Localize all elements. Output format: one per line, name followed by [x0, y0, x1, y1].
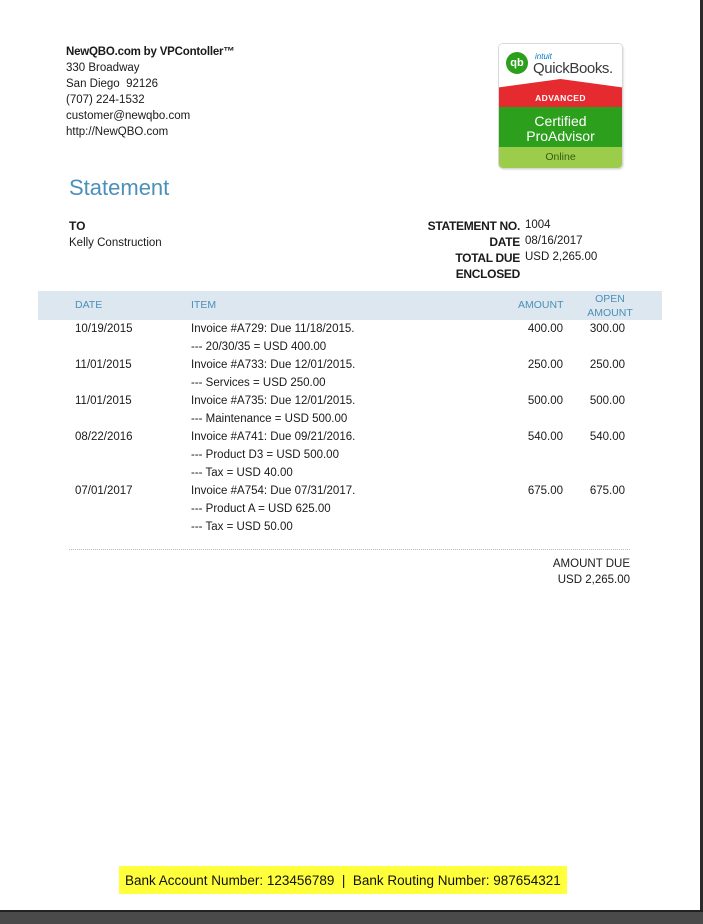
row-item-detail: --- Maintenance = USD 500.00 [191, 413, 348, 425]
customer-name: Kelly Construction [69, 237, 162, 249]
bank-info-highlight: Bank Account Number: 123456789 | Bank Routing Number: 987654321 [119, 866, 567, 894]
row-amount: 675.00 [527, 485, 563, 497]
row-amount: 400.00 [527, 323, 563, 335]
row-open-amount: 675.00 [589, 485, 625, 497]
quickbooks-logo-icon: qb [506, 52, 528, 74]
row-date: 10/19/2015 [75, 323, 133, 335]
badge-brand-text: QuickBooks. [533, 60, 613, 77]
row-item-title: Invoice #A741: Due 09/21/2016. [191, 431, 356, 443]
company-info [66, 44, 235, 140]
row-date: 11/01/2015 [75, 359, 132, 371]
row-item-title: Invoice #A754: Due 07/31/2017. [191, 485, 356, 497]
company-address-line1: 330 Broadway [66, 62, 140, 74]
company-website: http://NewQBO.com [66, 126, 169, 138]
company-address-line2: San Diego 92126 [66, 78, 159, 90]
badge-tier-text: ADVANCED [535, 93, 586, 103]
table-header [38, 291, 662, 320]
statement-no-label: STATEMENT NO. [427, 219, 520, 233]
column-header-open-line1: OPEN [595, 293, 625, 305]
total-due-value: USD 2,265.00 [525, 251, 598, 263]
row-item-title: Invoice #A733: Due 12/01/2015. [191, 359, 356, 371]
enclosed-label: ENCLOSED [455, 267, 520, 281]
badge-intuit-text: intuit [535, 52, 552, 61]
page-title: Statement [69, 175, 170, 200]
row-date: 07/01/2017 [75, 485, 133, 497]
row-item-detail: --- Product D3 = USD 500.00 [191, 449, 339, 461]
date-label: DATE [489, 235, 520, 249]
row-item-detail: --- Tax = USD 40.00 [191, 467, 293, 479]
statement-no-value: 1004 [525, 219, 551, 231]
amount-due-value: USD 2,265.00 [557, 574, 630, 586]
row-open-amount: 300.00 [589, 323, 625, 335]
column-header-item: ITEM [191, 299, 217, 311]
row-item-detail: --- 20/30/35 = USD 400.00 [191, 341, 327, 353]
amount-due-label: AMOUNT DUE [552, 558, 630, 570]
column-header-open-line2: AMOUNT [587, 307, 633, 319]
row-amount: 500.00 [527, 395, 563, 407]
row-amount: 540.00 [527, 431, 563, 443]
total-due-label: TOTAL DUE [455, 251, 520, 265]
to-label: TO [69, 219, 86, 233]
badge-line1: Certified [534, 113, 587, 129]
row-item-detail: --- Product A = USD 625.00 [191, 503, 331, 515]
table-divider [69, 549, 630, 550]
column-header-date: DATE [75, 299, 103, 311]
date-value: 08/16/2017 [525, 235, 583, 247]
row-open-amount: 540.00 [589, 431, 625, 443]
row-item-detail: --- Tax = USD 50.00 [191, 521, 293, 533]
column-header-amount: AMOUNT [518, 299, 564, 311]
quickbooks-proadvisor-badge [499, 44, 622, 168]
row-date: 11/01/2015 [75, 395, 132, 407]
company-phone: (707) 224-1532 [66, 94, 145, 106]
row-open-amount: 250.00 [589, 359, 625, 371]
row-item-detail: --- Services = USD 250.00 [191, 377, 326, 389]
row-open-amount: 500.00 [589, 395, 625, 407]
company-email: customer@newqbo.com [66, 110, 191, 122]
row-date: 08/22/2016 [75, 431, 133, 443]
row-amount: 250.00 [527, 359, 563, 371]
badge-certified-block [499, 107, 622, 147]
badge-line2: ProAdvisor [526, 128, 595, 144]
company-name: NewQBO.com by VPContoller™ [66, 46, 235, 58]
row-item-title: Invoice #A729: Due 11/18/2015. [191, 323, 355, 335]
column-header-open-amount [580, 292, 640, 320]
row-item-title: Invoice #A735: Due 12/01/2015. [191, 395, 356, 407]
badge-edition-text: Online [499, 147, 622, 168]
